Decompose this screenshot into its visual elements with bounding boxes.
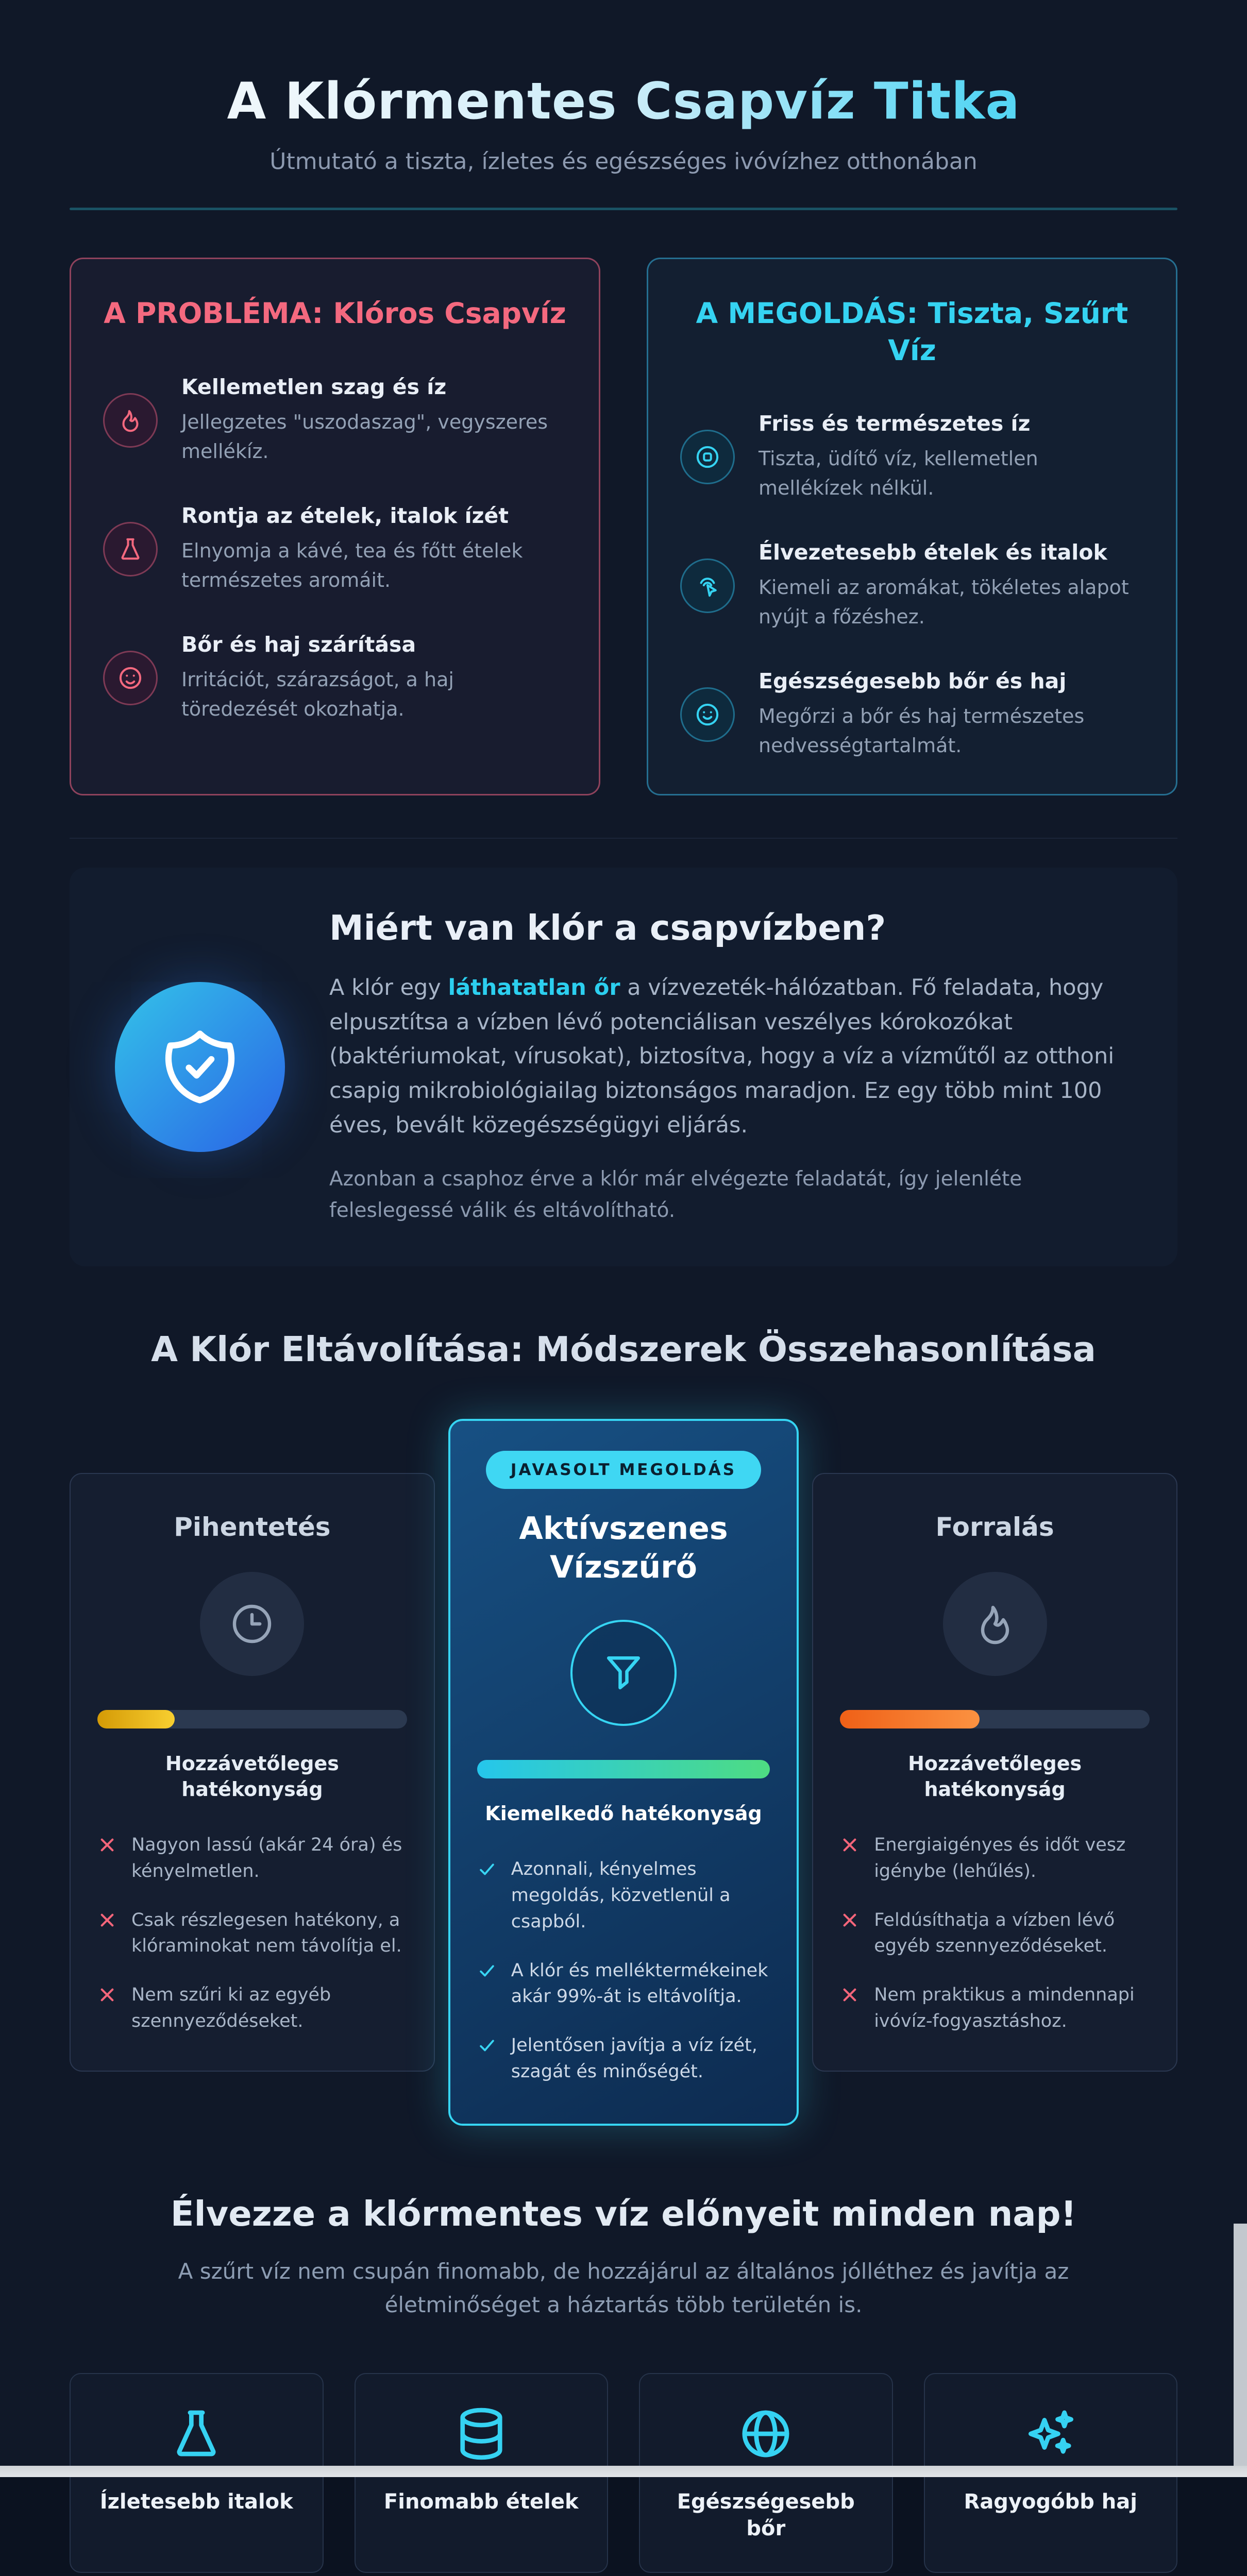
list-item (680, 669, 1144, 760)
list-item-text (759, 540, 1144, 632)
item-title: Friss és természetes íz (759, 411, 1031, 436)
benefit-label: Ragyogóbb haj (964, 2489, 1137, 2514)
list-item-text (759, 669, 1144, 760)
method-points (477, 1856, 770, 2084)
point-text: A klór és melléktermékeinek akár 99%-át is eltávolítja. (511, 1960, 768, 2007)
face-icon (103, 651, 158, 705)
method-points (840, 1832, 1150, 2035)
efficiency-label: Hozzávetőleges hatékonyság (165, 1752, 339, 1801)
why-p1-highlight: láthatatlan őr (448, 975, 620, 1001)
why-paragraph-1 (329, 971, 1132, 1142)
database-icon (451, 2404, 511, 2464)
item-title: Kellemetlen szag és íz (181, 374, 447, 399)
method-card-forralas (812, 1473, 1177, 2071)
item-body: Irritációt, szárazságot, a haj töredezését okozhatja. (181, 668, 454, 720)
why-chlorine-text (329, 908, 1132, 1226)
sparkles-icon (1021, 2404, 1081, 2464)
list-item-text (181, 375, 567, 466)
point-text: Nagyon lassú (akár 24 óra) és kényelmetlen. (131, 1835, 402, 1882)
check-icon (477, 1961, 497, 1980)
item-body: Jellegzetes "uszodaszag", vegyszeres mellékíz. (181, 410, 548, 463)
why-title: Miért van klór a csapvízben? (329, 908, 886, 948)
method-name: Pihentetés (174, 1512, 331, 1543)
problem-card (70, 258, 600, 795)
funnel-icon (570, 1620, 677, 1726)
efficiency-bar-fill (97, 1710, 175, 1728)
bottom-scrollbar-track (0, 2466, 1247, 2477)
globe-icon (736, 2404, 796, 2464)
problem-card-title: A PROBLÉMA: Klóros Csapvíz (104, 297, 566, 330)
flame-icon (103, 393, 158, 448)
list-item (840, 1982, 1150, 2035)
list-item (103, 632, 567, 724)
benefit-label: Finomabb ételek (383, 2489, 579, 2514)
why-chlorine-panel (70, 868, 1177, 1266)
solution-card (647, 258, 1177, 795)
list-item (103, 503, 567, 595)
header-divider (70, 208, 1177, 210)
clock-icon (200, 1572, 304, 1676)
x-icon (840, 1985, 860, 2005)
footer (0, 2573, 1247, 2576)
page-subtitle: Útmutató a tiszta, ízletes és egészséges ivóvízhez otthonában (269, 148, 978, 175)
efficiency-label: Hozzávetőleges hatékonyság (908, 1752, 1082, 1801)
list-item (477, 1958, 770, 2010)
benefits-subtitle: A szűrt víz nem csupán finomabb, de hozzájárul az általános jólléthez és javítja az életminőséget a háztartás több területén is. (178, 2258, 1069, 2317)
item-body: Tiszta, üdítő víz, kellemetlen mellékízek nélkül. (759, 447, 1038, 499)
item-title: Élvezetesebb ételek és italok (759, 540, 1107, 565)
why-p1-before: A klór egy (329, 975, 448, 1001)
point-text: Csak részlegesen hatékony, a klóraminokat nem távolítja el. (131, 1909, 402, 1957)
method-card-aktivszenes (448, 1419, 799, 2126)
flask-icon (166, 2404, 226, 2464)
problem-solution-row (70, 258, 1177, 795)
flask-icon (103, 522, 158, 577)
target-icon (680, 430, 735, 484)
list-item-text (181, 632, 567, 724)
efficiency-bar (97, 1710, 407, 1728)
recommended-badge: JAVASOLT MEGOLDÁS (486, 1451, 761, 1489)
comparison-title: A Klór Eltávolítása: Módszerek Összehasonlítása (151, 1329, 1096, 1370)
list-item (477, 2032, 770, 2085)
list-item (840, 1832, 1150, 1885)
point-text: Nem praktikus a mindennapi ivóvíz-fogyasztáshoz. (874, 1985, 1135, 2031)
point-text: Azonnali, kényelmes megoldás, közvetlenül a csapból. (511, 1859, 731, 1932)
section-divider (70, 838, 1177, 839)
page-title: A Klórmentes Csapvíz Titka (227, 72, 1020, 131)
smile-icon (680, 687, 735, 742)
check-icon (477, 2036, 497, 2055)
shield-check-icon (115, 982, 285, 1152)
list-item (680, 411, 1144, 503)
x-icon (840, 1835, 860, 1855)
method-name: Forralás (935, 1512, 1054, 1543)
point-text: Nem szűri ki az egyéb szennyeződéseket. (131, 1985, 331, 2031)
efficiency-bar-fill (477, 1760, 770, 1778)
item-body: Elnyomja a kávé, tea és főtt ételek természetes aromáit. (181, 539, 523, 591)
item-body: Kiemeli az aromákat, tökéletes alapot nyújt a főzéshez. (759, 576, 1129, 628)
benefits-title: Élvezze a klórmentes víz előnyeit minden nap! (170, 2193, 1077, 2234)
list-item-text (759, 411, 1144, 503)
header (0, 0, 1247, 175)
list-item-text (181, 503, 567, 595)
point-text: Feldúsíthatja a vízben lévő egyéb szennyeződéseket. (874, 1909, 1115, 1957)
method-name: Aktívszenes Vízszűrő (519, 1511, 728, 1586)
benefit-label: Egészségesebb bőr (677, 2489, 855, 2540)
item-title: Bőr és haj szárítása (181, 632, 416, 657)
list-item (97, 1832, 407, 1885)
flame-icon (943, 1572, 1047, 1676)
list-item (477, 1856, 770, 1935)
solution-card-title: A MEGOLDÁS: Tiszta, Szűrt Víz (696, 297, 1128, 367)
method-card-pihentetes (70, 1473, 435, 2071)
efficiency-bar-fill (840, 1710, 979, 1728)
point-text: Jelentősen javítja a víz ízét, szagát és minőségét. (511, 2035, 757, 2082)
point-text: Energiaigényes és időt vesz igénybe (lehűlés). (874, 1835, 1126, 1882)
list-item (97, 1907, 407, 1960)
click-icon (680, 558, 735, 613)
method-points (97, 1832, 407, 2035)
why-paragraph-2: Azonban a csaphoz érve a klór már elvégezte feladatát, így jelenléte feleslegessé válik és eltávolítható. (329, 1167, 1022, 1222)
x-icon (97, 1910, 117, 1930)
x-icon (840, 1910, 860, 1930)
x-icon (97, 1835, 117, 1855)
check-icon (477, 1859, 497, 1879)
list-item (97, 1982, 407, 2035)
item-body: Megőrzi a bőr és haj természetes nedvességtartalmát. (759, 705, 1085, 757)
list-item (103, 375, 567, 466)
efficiency-bar (840, 1710, 1150, 1728)
efficiency-label: Kiemelkedő hatékonyság (485, 1802, 762, 1825)
item-title: Rontja az ételek, italok ízét (181, 503, 509, 528)
x-icon (97, 1985, 117, 2005)
list-item (680, 540, 1144, 632)
methods-row (70, 1419, 1177, 2126)
item-title: Egészségesebb bőr és haj (759, 669, 1067, 693)
why-p1-after: a vízvezeték-hálózatban. Fő feladata, hogy elpusztítsa a vízben lévő potenciálisan veszélyes kórokozókat (baktériumokat, vírusokat), biztosítva, hogy a víz a vízműtől az otthoni csapig mikrobiológiailag biztonságos maradjon. Ez egy több mint 100 éves, bevált közegészségügyi eljárás. (329, 975, 1115, 1138)
efficiency-bar (477, 1760, 770, 1778)
scrollbar-thumb[interactable] (1234, 2224, 1247, 2466)
list-item (840, 1907, 1150, 1960)
benefit-label: Ízletesebb italok (99, 2489, 293, 2514)
